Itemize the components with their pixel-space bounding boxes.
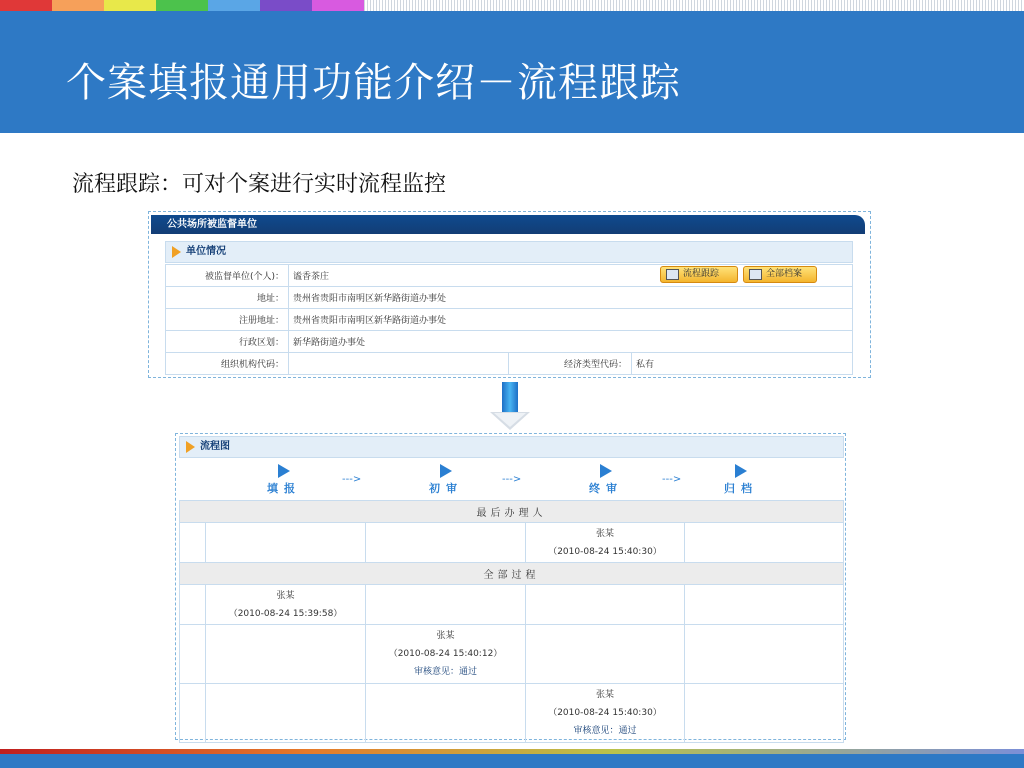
economy-type-value: 私有 [632,353,853,375]
all-archive-button[interactable] [743,266,817,283]
handler-name: 张某 [276,590,295,601]
handler-time: （2010-08-24 15:39:58） [228,608,343,619]
handler-time: （2010-08-24 15:40:30） [548,708,662,718]
process-cell [526,684,685,743]
row-label: 地址： [166,287,289,309]
step-final-review[interactable] [576,458,636,496]
step-label: 初审 [429,482,463,495]
unit-name: 谧香茶庄 [293,272,330,282]
play-icon [278,464,290,478]
step-label: 填报 [267,482,301,495]
flow-section-label: 流程图 [200,441,230,452]
review-opinion: 审核意见：通过 [573,726,637,736]
archive-button-label: 全部档案 [766,269,803,279]
handler-name: 张某 [595,528,614,539]
table-row [180,684,844,743]
section-arrow-icon [172,246,181,258]
band-label: 最后办理人 [180,501,844,523]
flow-steps [179,458,844,502]
flow-arrow: ---> [342,474,362,485]
handler-time: （2010-08-24 15:40:30） [548,546,662,557]
table-row [180,625,844,684]
row-value: 贵州省贵阳市南明区新华路街道办事处 [289,309,853,331]
play-icon [600,464,612,478]
row-label: 被监督单位(个人)： [166,265,289,287]
bottom-bar [0,754,1024,768]
process-cell [206,585,366,625]
step-label: 归档 [724,482,758,495]
title-header [0,11,1024,133]
table-row [166,287,853,309]
band-label: 全部过程 [180,563,844,585]
unit-panel-title: 公共场所被监督单位 [151,215,865,234]
row-label: 经济类型代码： [509,353,632,375]
table-row [180,523,844,563]
section-arrow-icon [186,441,195,453]
table-row [166,309,853,331]
handler-time: （2010-08-24 15:40:12） [388,649,503,659]
step-first-review[interactable] [416,458,476,496]
play-icon [440,464,452,478]
folder-icon [666,269,679,280]
unit-section-label: 单位情况 [186,246,226,257]
down-arrow-icon [488,382,532,432]
org-code-value [289,353,509,375]
unit-panel [148,211,871,378]
row-value: 新华路街道办事处 [289,331,853,353]
play-icon [735,464,747,478]
last-handler-cell [526,523,685,563]
top-color-strip [0,0,1024,11]
unit-section-header [165,241,853,263]
process-table [179,500,844,743]
row-label: 注册地址： [166,309,289,331]
flow-section-header [179,436,844,458]
track-button-label: 流程跟踪 [683,269,720,279]
table-row [166,353,853,375]
folder-icon [749,269,762,280]
table-row [180,585,844,625]
all-process-band [180,563,844,585]
review-opinion: 审核意见：通过 [413,667,477,677]
step-label: 终审 [589,482,623,495]
step-archive[interactable] [711,458,771,496]
slide-subtitle: 流程跟踪：可对个案进行实时流程监控 [72,172,447,197]
process-cell [366,625,526,684]
flow-panel [175,433,846,740]
flow-arrow: ---> [662,474,682,485]
track-process-button[interactable] [660,266,738,283]
flow-arrow: ---> [502,474,522,485]
last-handler-band [180,501,844,523]
slide-title: 个案填报通用功能介绍－流程跟踪 [66,60,681,106]
step-fill[interactable] [254,458,314,496]
handler-name: 张某 [436,631,455,641]
table-row [166,331,853,353]
row-label: 组织机构代码： [166,353,289,375]
row-value: 贵州省贵阳市南明区新华路街道办事处 [289,287,853,309]
handler-name: 张某 [595,690,614,700]
row-label: 行政区划： [166,331,289,353]
